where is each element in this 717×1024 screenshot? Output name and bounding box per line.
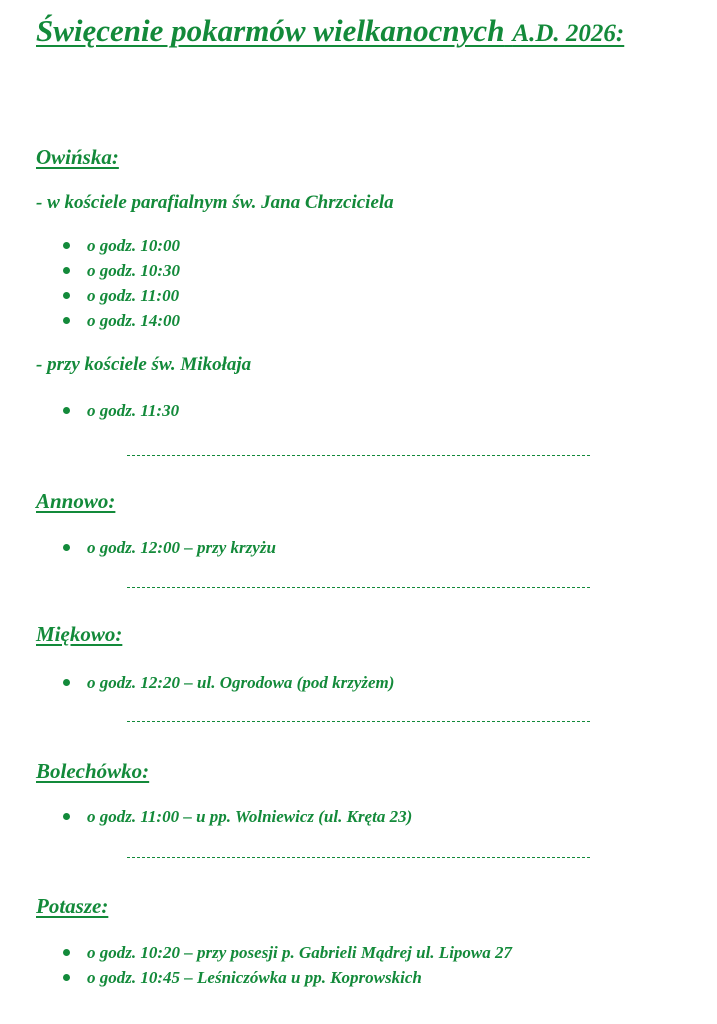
section-divider bbox=[127, 455, 590, 456]
time-list-annowo bbox=[60, 539, 276, 564]
section-heading-annowo: Annowo: bbox=[36, 489, 116, 513]
bullet-icon bbox=[63, 407, 70, 414]
bullet-icon bbox=[63, 974, 70, 981]
time-list-parish-church bbox=[60, 237, 180, 337]
list-item bbox=[60, 262, 180, 287]
title-main: Święcenie pokarmów wielkanocnych bbox=[36, 13, 505, 48]
list-item-text: o godz. 10:30 bbox=[87, 261, 181, 280]
bullet-icon bbox=[63, 267, 70, 274]
subheading-parish-church: - w kościele parafialnym św. Jana Chrzciciela bbox=[36, 192, 394, 213]
list-item-text: o godz. 12:00 – przy krzyżu bbox=[87, 538, 276, 557]
list-item bbox=[60, 237, 180, 262]
list-item-text: o godz. 11:00 – u pp. Wolniewicz (ul. Kręta 23) bbox=[87, 807, 413, 826]
time-list-potasze bbox=[60, 944, 512, 994]
time-list-miekowo bbox=[60, 674, 394, 699]
bullet-icon bbox=[63, 317, 70, 324]
list-item-text: o godz. 14:00 bbox=[87, 311, 181, 330]
section-heading-bolechowko: Bolechówko: bbox=[36, 759, 150, 783]
subheading-st-nicholas: - przy kościele św. Mikołaja bbox=[36, 354, 252, 375]
bullet-icon bbox=[63, 242, 70, 249]
bullet-icon bbox=[63, 949, 70, 956]
section-divider bbox=[127, 587, 590, 588]
time-list-bolechowko bbox=[60, 808, 412, 833]
list-item-text: o godz. 10:45 – Leśniczówka u pp. Koprowskich bbox=[87, 968, 422, 987]
bullet-icon bbox=[63, 813, 70, 820]
list-item bbox=[60, 944, 512, 969]
list-item bbox=[60, 674, 394, 699]
time-list-st-nicholas bbox=[60, 402, 179, 427]
list-item bbox=[60, 969, 512, 994]
bullet-icon bbox=[63, 679, 70, 686]
section-heading-owinska: Owińska: bbox=[36, 145, 119, 169]
list-item-text: o godz. 10:20 – przy posesji p. Gabrieli Mądrej ul. Lipowa 27 bbox=[87, 943, 513, 962]
section-divider bbox=[127, 721, 590, 722]
list-item-text: o godz. 12:20 – ul. Ogrodowa (pod krzyżem) bbox=[87, 673, 395, 692]
list-item-text: o godz. 11:00 bbox=[87, 286, 180, 305]
title-year: A.D. 2026: bbox=[512, 20, 625, 47]
section-heading-potasze: Potasze: bbox=[36, 894, 109, 918]
list-item bbox=[60, 287, 180, 312]
list-item bbox=[60, 808, 412, 833]
bullet-icon bbox=[63, 292, 70, 299]
list-item-text: o godz. 10:00 bbox=[87, 236, 181, 255]
page-title bbox=[36, 14, 624, 46]
list-item bbox=[60, 539, 276, 564]
list-item bbox=[60, 402, 179, 427]
list-item bbox=[60, 312, 180, 337]
section-divider bbox=[127, 857, 590, 858]
list-item-text: o godz. 11:30 bbox=[87, 401, 180, 420]
bullet-icon bbox=[63, 544, 70, 551]
section-heading-miekowo: Miękowo: bbox=[36, 622, 123, 646]
